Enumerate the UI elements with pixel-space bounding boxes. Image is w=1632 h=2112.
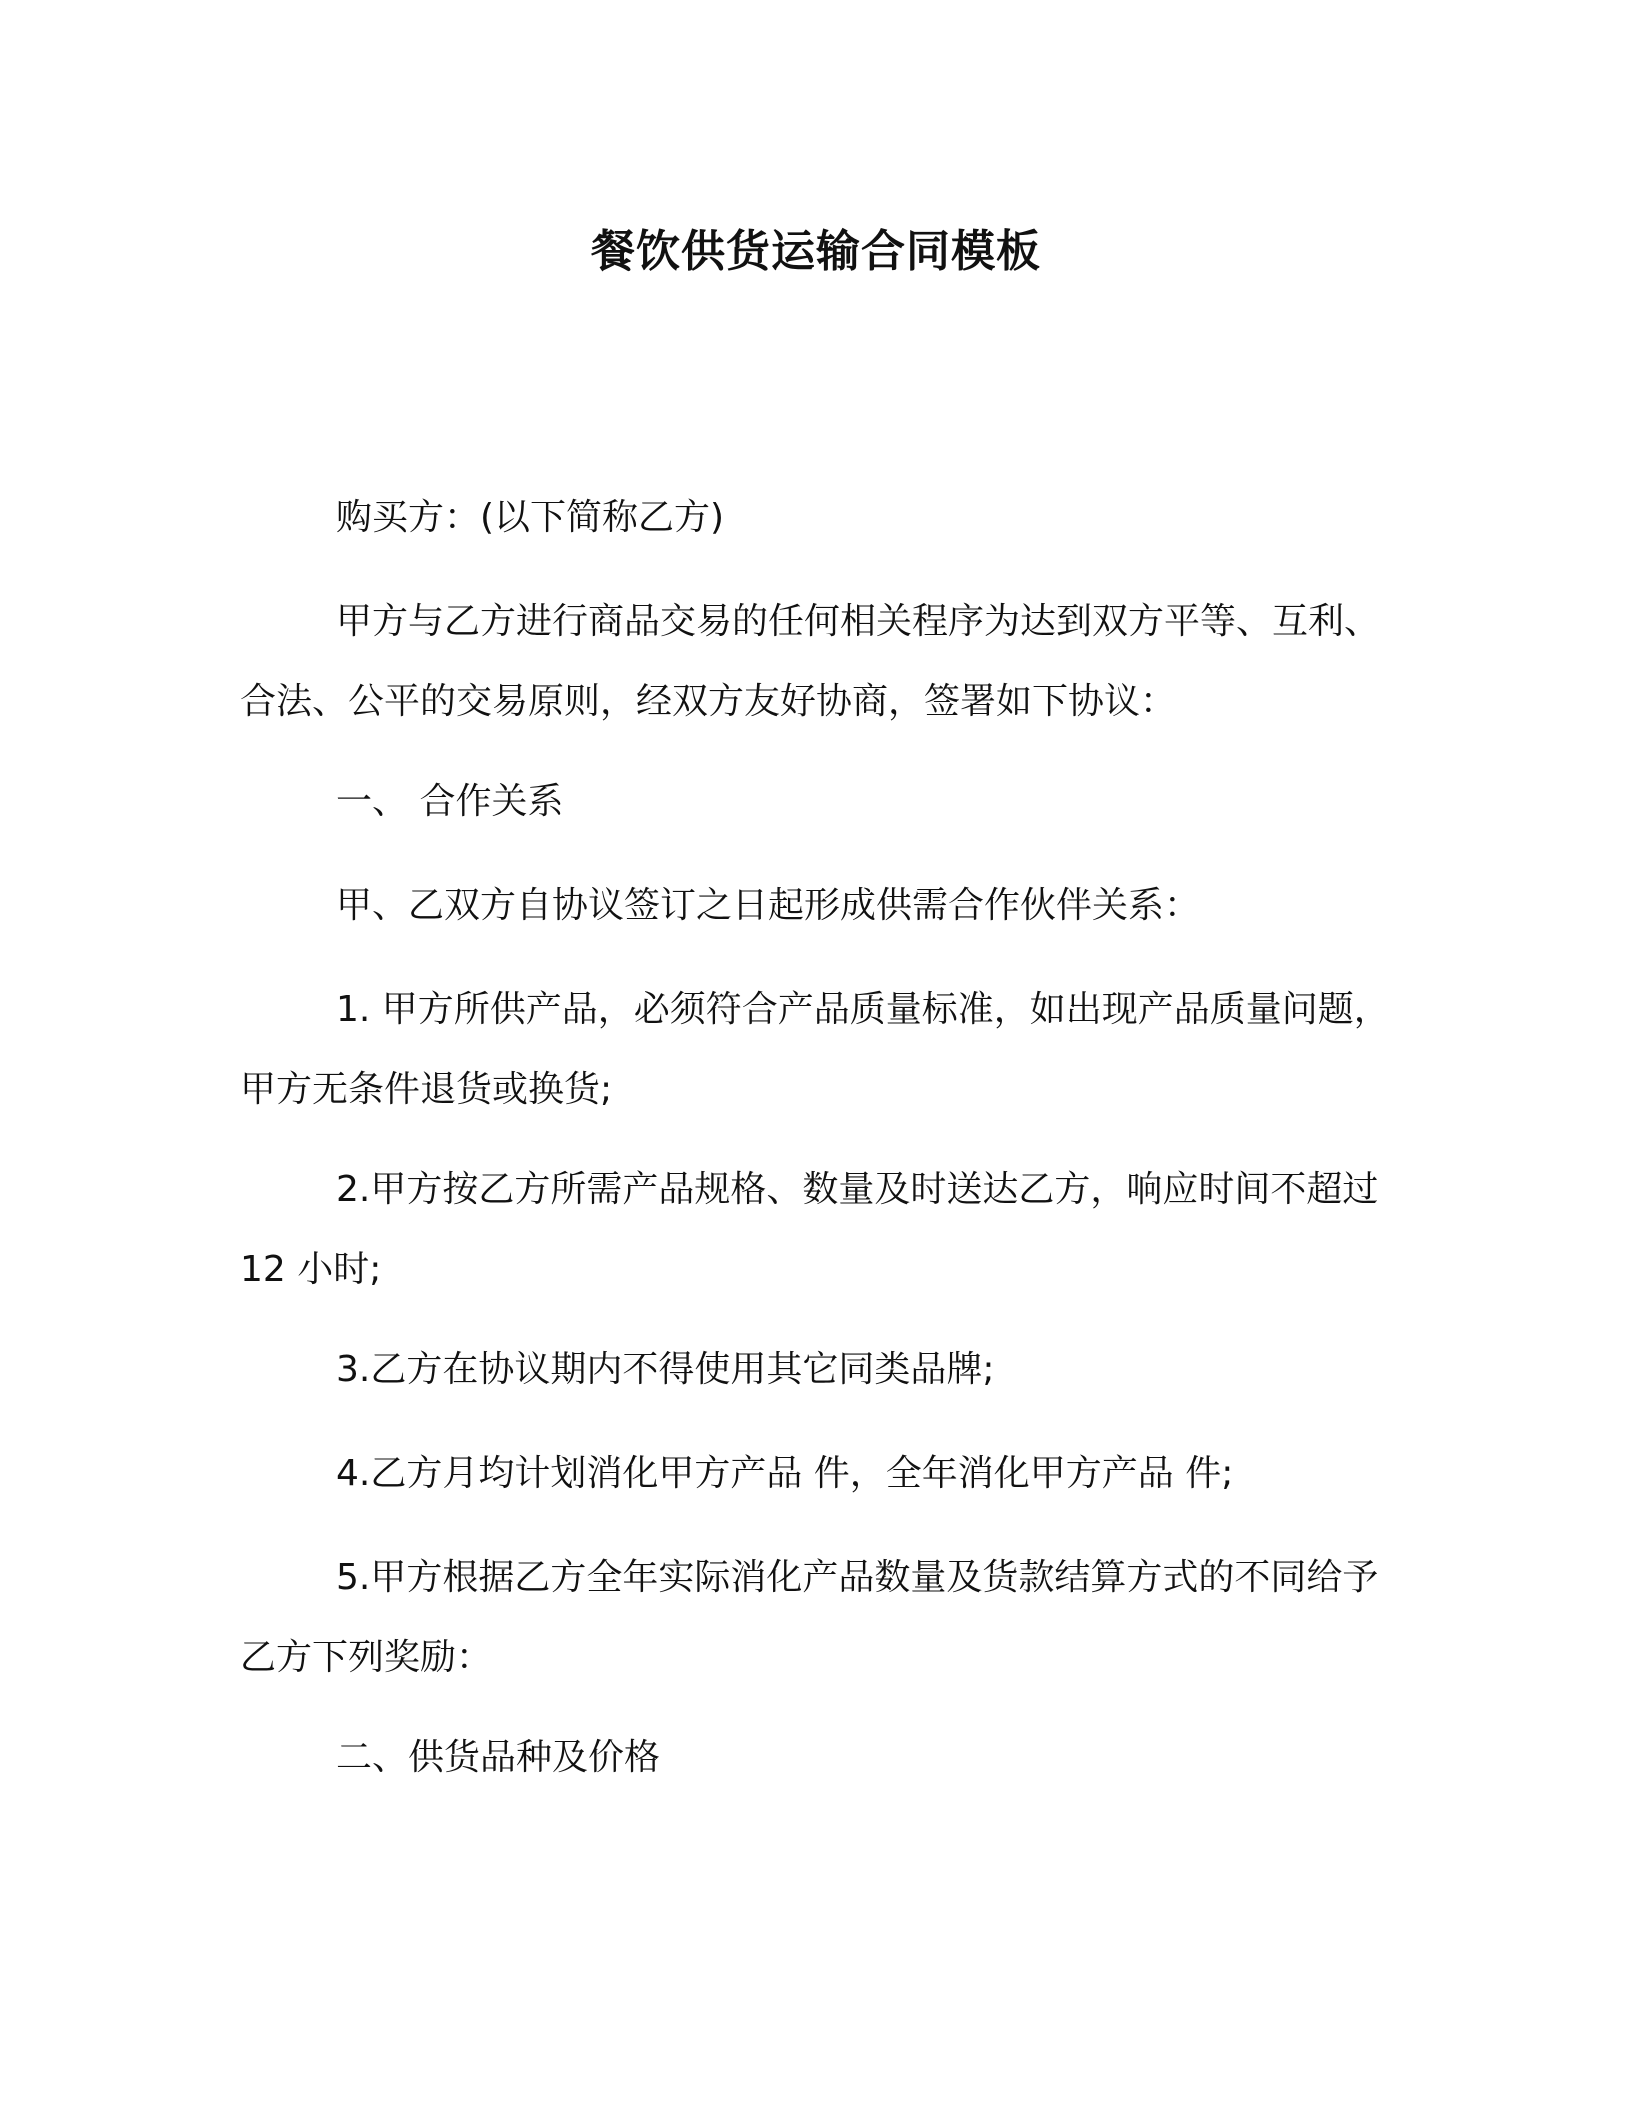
clause-1: 1. 甲方所供产品，必须符合产品质量标准，如出现产品质量问题，甲方无条件退货或换货; — [240, 989, 1390, 1110]
clause-5: 5.甲方根据乙方全年实际消化产品数量及货款结算方式的不同给予乙方下列奖励： — [240, 1557, 1379, 1678]
intro-paragraph: 甲方与乙方进行商品交易的任何相关程序为达到双方平等、互利、合法、公平的交易原则，经双方友好协商，签署如下协议： — [240, 601, 1381, 722]
clause-4: 4.乙方月均计划消化甲方产品 件，全年消化甲方产品 件; — [336, 1453, 1234, 1494]
clause-3: 3.乙方在协议期内不得使用其它同类品牌; — [336, 1349, 995, 1390]
section-heading-cooperation: 一、 合作关系 — [336, 781, 564, 822]
clause-2: 2.甲方按乙方所需产品规格、数量及时送达乙方，响应时间不超过 12 小时; — [240, 1169, 1379, 1290]
buyer-line: 购买方：(以下简称乙方) — [336, 497, 725, 538]
document-title: 餐饮供货运输合同模板 — [591, 226, 1041, 277]
cooperation-paragraph: 甲、乙双方自协议签订之日起形成供需合作伙伴关系： — [336, 885, 1201, 926]
section-heading-supply: 二、供货品种及价格 — [336, 1737, 661, 1778]
